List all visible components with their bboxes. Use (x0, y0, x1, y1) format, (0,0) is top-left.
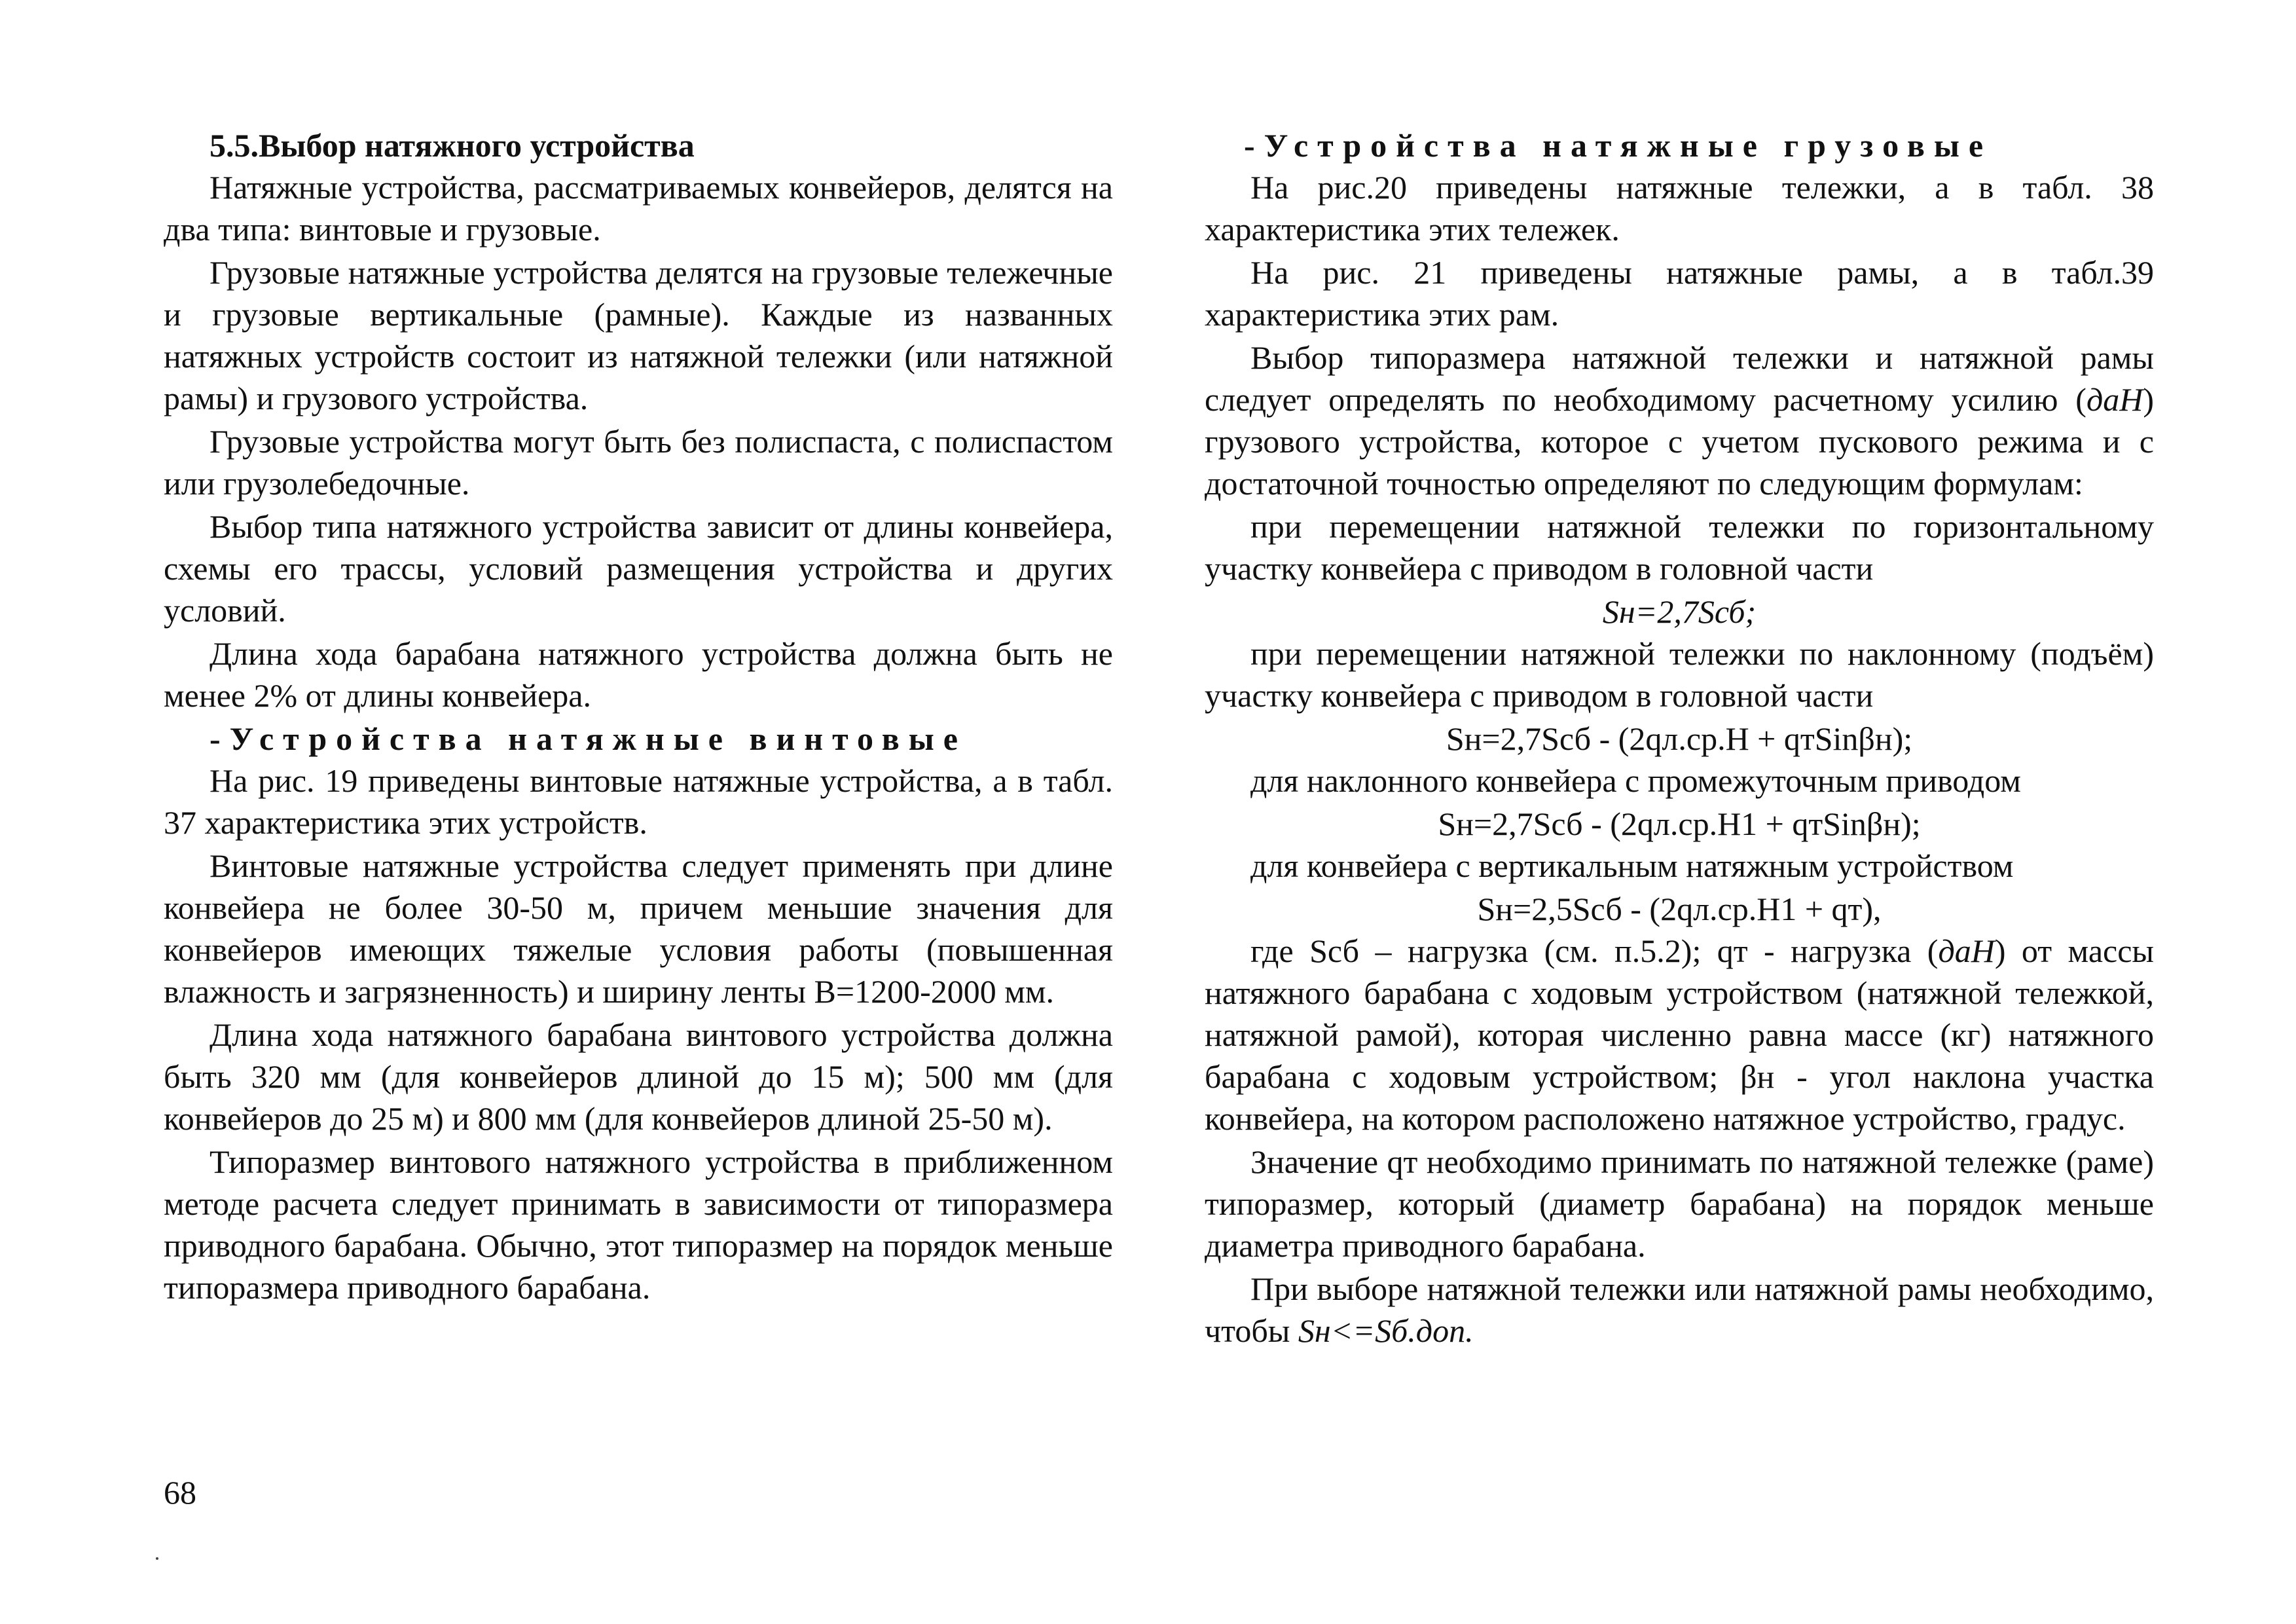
paragraph-condition: При выборе натяжной тележки или натяжной рамы необходимо, чтобы Sн<=Sб.доп. (1205, 1270, 2154, 1349)
paragraph: Значение qт необходимо принимать по натяжной тележке (раме) типоразмер, который (диаметр барабана) на порядок меньше диаметра приводного барабана. (1205, 1143, 2154, 1264)
formula-3: Sн=2,7Sсб - (2qл.ср.H1 + qтSinβн); (1438, 805, 1921, 842)
paragraph: для конвейера с вертикальным натяжным устройством (1250, 847, 2014, 884)
subheading-weight: -Устройства натяжные грузовые (1244, 127, 1993, 164)
paragraph: при перемещении натяжной тележки по наклонному (подъём) участку конвейера с приводом в головной части (1205, 635, 2154, 714)
paragraph-with-dah: Выбор типоразмера натяжной тележки и натяжной рамы следует определять по необходимому расчетному усилию (даН) грузового устройства, которое с учетом пускового режима и с достаточной точностью определяют по следующим формулам: (1205, 339, 2154, 502)
paragraph: для наклонного конвейера с промежуточным приводом (1250, 762, 2021, 799)
paragraph: Длина хода барабана натяжного устройства должна быть не менее 2% от длины конвейера. (164, 635, 1113, 714)
right-page (1205, 124, 2154, 1353)
scan-dot (156, 1557, 158, 1560)
formula-2: Sн=2,7Sсб - (2qл.ср.H + qтSinβн); (1446, 720, 1913, 757)
formula-4: Sн=2,5Sсб - (2qл.ср.H1 + qт), (1477, 891, 1882, 927)
section-heading: 5.5.Выбор натяжного устройства (210, 127, 695, 164)
paragraph: Натяжные устройства, рассматриваемых конвейеров, делятся на два типа: винтовые и грузовые. (164, 169, 1113, 248)
formula-1: Sн=2,7Sсб; (1602, 593, 1757, 630)
paragraph: Грузовые устройства могут быть без полиспаста, с полиспастом или грузолебедочные. (164, 423, 1113, 502)
paragraph-definitions: где Sсб – нагрузка (см. п.5.2); qт - нагрузка (даН) от массы натяжного барабана с ходовым устройством (натяжной тележкой, натяжной рамой), которая численно равна массе (кг) натяжного барабана с ходовым устройством; βн - угол наклона участка конвейера, на котором расположено натяжное устройство, градус. (1205, 932, 2154, 1137)
paragraph: Длина хода натяжного барабана винтового устройства должна быть 320 мм (для конвейеров длиной до 15 м); 500 мм (для конвейеров до 25 м) и 800 мм (для конвейеров длиной 25-50 м). (164, 1016, 1113, 1137)
paragraph: На рис.20 приведены натяжные тележки, а в табл. 38 характеристика этих тележек. (1205, 169, 2154, 248)
left-page (164, 124, 1113, 1310)
paragraph: при перемещении натяжной тележки по горизонтальному участку конвейера с приводом в головной части (1205, 508, 2154, 587)
paragraph: Винтовые натяжные устройства следует применять при длине конвейера не более 30-50 м, причем меньшие значения для конвейеров имеющих тяжелые условия работы (повышенная влажность и загрязненность) и ширину ленты В=1200-2000 мм. (164, 847, 1113, 1010)
page-number: 68 (164, 1474, 196, 1511)
paragraph: Выбор типа натяжного устройства зависит от длины конвейера, схемы его трассы, условий размещения устройства и других условий. (164, 508, 1113, 629)
paragraph: Грузовые натяжные устройства делятся на грузовые тележечные и грузовые вертикальные (рамные). Каждые из названных натяжных устройств состоит из натяжной тележки (или натяжной рамы) и грузового устройства. (164, 254, 1113, 416)
subheading-screw: -Устройства натяжные винтовые (210, 720, 967, 757)
paragraph: На рис. 21 приведены натяжные рамы, а в табл.39 характеристика этих рам. (1205, 254, 2154, 333)
paragraph: Типоразмер винтового натяжного устройства в приближенном методе расчета следует принимать в зависимости от типоразмера приводного барабана. Обычно, этот типоразмер на порядок меньше типоразмера приводного барабана. (164, 1143, 1113, 1306)
paragraph: На рис. 19 приведены винтовые натяжные устройства, а в табл. 37 характеристика этих устройств. (164, 762, 1113, 841)
